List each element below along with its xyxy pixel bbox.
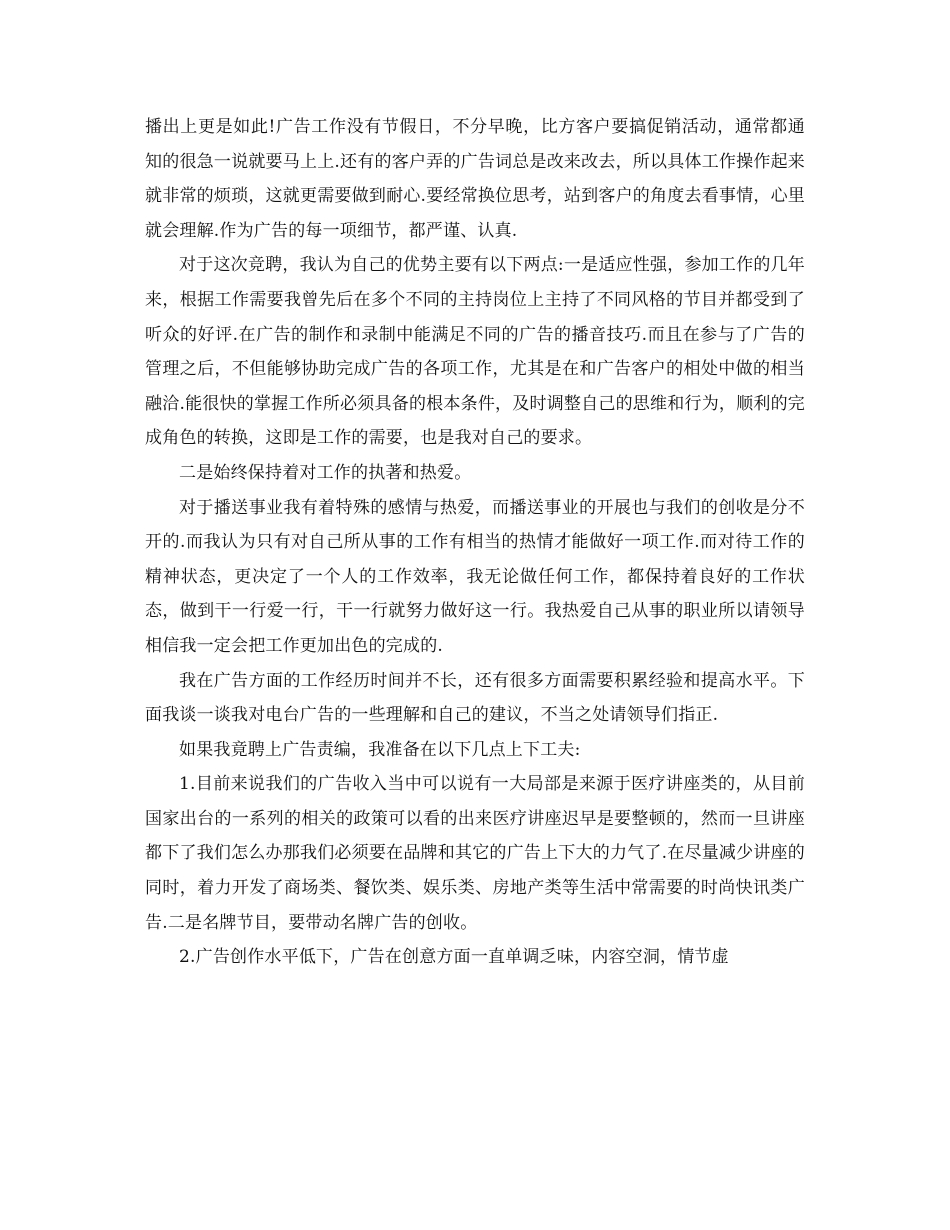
paragraph-dedication: 二是始终保持着对工作的执著和热爱。 [179, 462, 472, 483]
paragraph-point-2: 2.广告创作水平低下，广告在创意方面一直单调乏味，内容空洞，情节虚 [179, 947, 729, 968]
paragraph-plan-intro: 如果我竟聘上广告责编，我准备在以下几点上下工夫: [179, 739, 581, 760]
document-body [145, 110, 805, 975]
paragraph-point-1: 1.目前来说我们的广告收入当中可以说有一大局部是来源于医疗讲座类的，从目前国家出台的一系列的相关的政策可以看的出来医疗讲座迟早是要整顿的，然而一旦讲座都下了我们怎么办那我们必须要在品牌和其它的广告上下大的力气了.在尽量减少讲座的同时，着力开发了商场类、餐饮类、娱乐类、房地产类等生活中常需要的时尚快讯类广告.二是名牌节目，要带动名牌广告的创收。 [145, 774, 805, 933]
paragraph-advantages: 对于这次竞聘，我认为自己的优势主要有以下两点:一是适应性强，参加工作的几年来，根据工作需要我曾先后在多个不同的主持岗位上主持了不同风格的节目并都受到了听众的好评.在广告的制作和录制中能满足不同的广告的播音技巧.而且在参与了广告的管理之后，不但能够协助完成广告的各项工作，尤其是在和广告客户的相处中做的相当融洽.能很快的掌握工作所必须具备的根本条件，及时调整自己的思维和行为，顺利的完成角色的转换，这即是工作的需要，也是我对自己的要求。 [145, 255, 805, 449]
paragraph-experience: 我在广告方面的工作经历时间并不长，还有很多方面需要积累经验和提高水平。下面我谈一谈我对电台广告的一些理解和自己的建议，不当之处请领导们指正. [145, 670, 805, 726]
paragraph-continuation: 播出上更是如此!广告工作没有节假日，不分早晚，比方客户要搞促销活动，通常都通知的很急一说就要马上上.还有的客户弄的广告词总是改来改去，所以具体工作操作起来就非常的烦琐，这就更需要做到耐心.要经常换位思考，站到客户的角度去看事情，心里就会理解.作为广告的每一项细节，都严谨、认真. [145, 117, 805, 241]
paragraph-broadcasting-passion: 对于播送事业我有着特殊的感情与热爱，而播送事业的开展也与我们的创收是分不开的.而我认为只有对自己所从事的工作有相当的热情才能做好一项工作.而对待工作的精神状态，更决定了一个人的工作效率，我无论做任何工作，都保持着良好的工作状态，做到干一行爱一行，干一行就努力做好这一行。我热爱自己从事的职业所以请领导相信我一定会把工作更加出色的完成的. [145, 497, 805, 656]
